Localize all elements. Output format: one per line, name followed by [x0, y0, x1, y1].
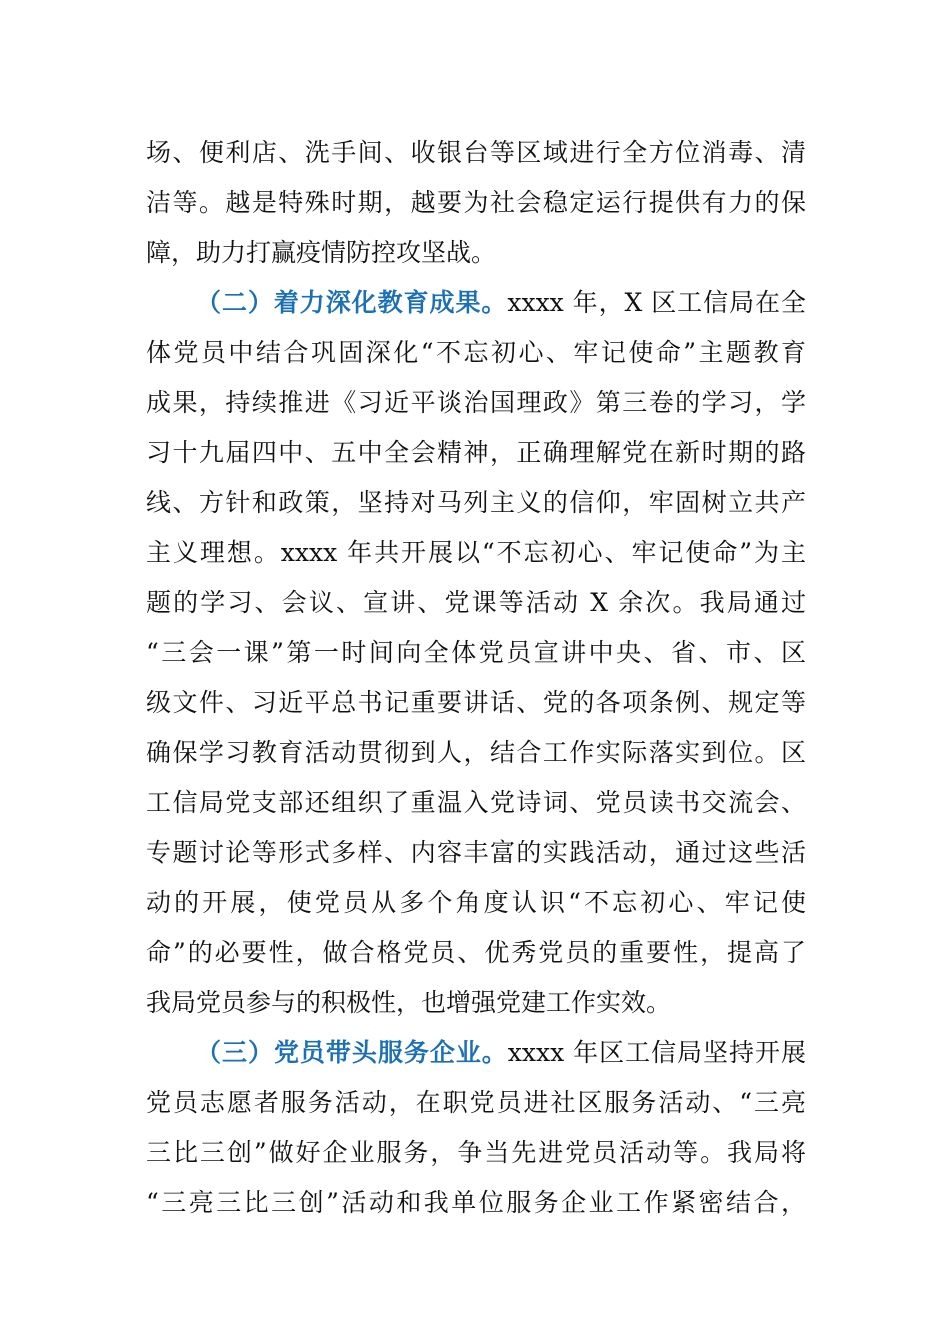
text-line: 障，助力打赢疫情防控攻坚战。	[146, 238, 497, 267]
text-line: 主义理想。xxxx 年共开展以“不忘初心、牢记使命”为主	[146, 538, 806, 567]
text-line: 确保学习教育活动贯彻到人，结合工作实际落实到位。区	[146, 738, 806, 767]
text-line: 级文件、习近平总书记重要讲话、党的各项条例、规定等	[146, 688, 806, 717]
text-line: 成果，持续推进《习近平谈治国理政》第三卷的学习，学	[146, 388, 806, 417]
text-line: 党员志愿者服务活动，在职党员进社区服务活动、“三亮	[146, 1088, 806, 1117]
text-line: 专题讨论等形式多样、内容丰富的实践活动，通过这些活	[146, 838, 806, 867]
text-line: “三会一课”第一时间向全体党员宣讲中央、省、市、区	[146, 638, 806, 667]
paragraph-1	[146, 128, 806, 278]
paragraph-2	[146, 278, 806, 1028]
text-line: 线、方针和政策，坚持对马列主义的信仰，牢固树立共产	[146, 488, 806, 517]
text-line: 动的开展，使党员从多个角度认识“不忘初心、牢记使	[146, 888, 806, 917]
text-line: 命”的必要性，做合格党员、优秀党员的重要性，提高了	[146, 938, 806, 967]
text-run: xxxx 年区工信局坚持开展	[507, 1038, 806, 1067]
paragraph-3	[146, 1028, 806, 1228]
text-line: 我局党员参与的积极性，也增强党建工作实效。	[146, 988, 672, 1017]
section-heading: （三）党员带头服务企业。	[196, 1038, 508, 1067]
text-line: 题的学习、会议、宣讲、党课等活动 X 余次。我局通过	[146, 588, 806, 617]
text-run: xxxx 年，X 区工信局在全	[507, 288, 806, 317]
text-line: 三比三创”做好企业服务，争当先进党员活动等。我局将	[146, 1138, 806, 1167]
paragraph-first-line	[146, 278, 806, 328]
text-line: 洁等。越是特殊时期，越要为社会稳定运行提供有力的保	[146, 188, 806, 217]
paragraph-first-line	[146, 1028, 806, 1078]
text-line: 习十九届四中、五中全会精神，正确理解党在新时期的路	[146, 438, 806, 467]
text-line: 场、便利店、洗手间、收银台等区域进行全方位消毒、清	[146, 138, 806, 167]
document-body	[146, 128, 806, 1228]
text-line: “三亮三比三创”活动和我单位服务企业工作紧密结合，	[146, 1188, 806, 1217]
text-line: 体党员中结合巩固深化“不忘初心、牢记使命”主题教育	[146, 338, 806, 367]
text-line: 工信局党支部还组织了重温入党诗词、党员读书交流会、	[146, 788, 806, 817]
section-heading: （二）着力深化教育成果。	[196, 288, 508, 317]
